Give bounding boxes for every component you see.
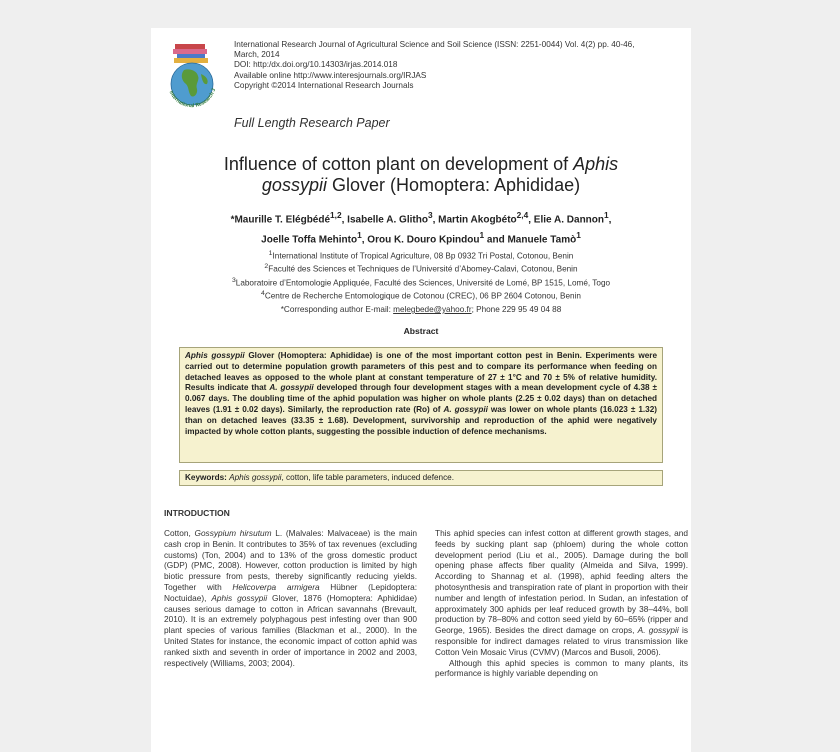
affiliation-list bbox=[171, 249, 671, 302]
available-online-line: Available online http://www.interesjournals.org/IRJAS bbox=[234, 70, 427, 80]
abstract-text: developed through four development stages with a mean development cycle of 4.38 ± 0.067 days. The doubling time of the aphid population was higher on whole plants (2.25 ± 0.02 days) than on detached leaves (1.91 ± 0.02 days). Similarly, the reproduction rate (Ro) of bbox=[185, 383, 657, 414]
author-name: and Manuele Tamò bbox=[484, 234, 577, 246]
author-affiliation-mark: 1 bbox=[576, 229, 581, 240]
title-text: Glover (Homoptera: Aphididae) bbox=[326, 175, 581, 195]
doi-line: DOI: http:/dx.doi.org/10.14303/irjas.2014.018 bbox=[234, 60, 398, 70]
abstract-text: was lower on whole plants (16.023 ± 1.32) than on detached leaves (33.35 ± 1.68). Development, survivorship and reproduction of the aphid were negatively impacted by whole cotton plants, suggesting the possible induction of defence mechanisms. bbox=[185, 404, 657, 436]
author-affiliation-mark: 1,2 bbox=[330, 210, 342, 220]
author-separator: , bbox=[608, 214, 612, 226]
affiliation: $^1$International Institute of Tropical Agriculture, 08 Bp 0932 Tri Postal, Cotonou, Benin bbox=[268, 250, 574, 261]
abstract-box bbox=[179, 347, 663, 463]
author-email-link[interactable]: melegbede@yahoo.fr bbox=[393, 305, 472, 314]
left-column bbox=[164, 528, 417, 668]
paragraph: Cotton, Gossypium hirsutum L. (Malvales: Malvaceae) is the main cash crop in Benin. It contributes to 35% of tax revenues (excluding customs) (Ton, 2004) and to 13% of the gross domestic product (GDP) (PMC, 2008). However, cotton production is limited by high biotic pressure from pests, thereby significantly reducing yields. Together with Helicoverpa armigera Hübner (Lepidoptera: Noctuidae), Aphis gossypii Glover, 1876 (Homoptera: Aphididae) causes serious damage to cotton in African savannahs (Brevault, 2010). It is an extremely polyphagous pest infesting over than 900 plant species of various families (Blackman et al., 2000). In the United States for instance, the economic impact of cotton aphid was ranked sixth and seventh in order of importance in 2002 and 2003, respectively (Williams, 2003; 2004). bbox=[164, 528, 418, 668]
corresponding-author bbox=[171, 305, 671, 314]
author-name: Joelle Toffa Mehinto bbox=[261, 234, 358, 246]
title-text: Influence of cotton plant on development of bbox=[223, 154, 574, 174]
author-affiliation-mark: 1 bbox=[604, 210, 609, 220]
title-species: gossypii bbox=[261, 175, 327, 195]
journal-date: March, 2014 bbox=[234, 50, 280, 60]
copyright-line: Copyright ©2014 International Research Journals bbox=[234, 80, 414, 90]
author-affiliation-mark: 1 bbox=[357, 229, 362, 240]
title-species: Aphis bbox=[573, 154, 619, 174]
introduction-heading: INTRODUCTION bbox=[164, 508, 230, 518]
author-name: , Martin Akogbéto bbox=[432, 214, 517, 226]
paper-title bbox=[171, 154, 671, 196]
affiliation: $^2$Faculté des Sciences et Techniques de l’Université d’Abomey-Calavi, Cotonou, Benin bbox=[264, 263, 578, 275]
author-affiliation-mark: 3 bbox=[427, 210, 433, 220]
author-name: *Maurille T. Elégbédé bbox=[230, 214, 331, 226]
author-name: , Isabelle A. Glitho bbox=[341, 214, 428, 226]
author-affiliation-mark: 1 bbox=[479, 229, 485, 240]
abstract-species: A. gossypii bbox=[443, 404, 488, 414]
journal-citation: International Research Journal of Agricultural Science and Soil Science (ISSN: 2251-0044) Vol. 4(2) pp. 40-46, bbox=[234, 40, 635, 49]
abstract-heading: Abstract bbox=[403, 326, 439, 336]
affiliation: $^4$Centre de Recherche Entomologique de Cotonou (CREC), 06 BP 2604 Cotonou, Benin bbox=[261, 289, 581, 301]
keyword-species: Aphis gossypii bbox=[229, 473, 282, 482]
author-list bbox=[171, 208, 671, 248]
keywords-box: Keywords: Aphis gossypii, cotton, life table parameters, induced defence. bbox=[179, 470, 663, 486]
author-name: , Orou K. Douro Kpindou bbox=[361, 234, 480, 246]
journal-logo bbox=[157, 40, 227, 120]
paper-page bbox=[151, 28, 691, 752]
affiliation: $^3$Laboratoire d’Entomologie Appliquée, Faculté des Sciences, Université de Lomé, BP 1515, Lomé, Togo bbox=[231, 276, 611, 288]
abstract-text: Glover (Homoptera: Aphididae) is one of the most important cotton pest in Benin. Experiments were carried out to determine population growth parameters of this pest and to compare its performance when feeding on detached leaves as opposed to the whole plant at constant temperature of 27 ± 1°C and 70 ± 5% of relative humidity. Results indicate that bbox=[185, 351, 657, 393]
author-phone: ; Phone 229 95 49 04 88 bbox=[471, 305, 562, 314]
keywords-label: Keywords bbox=[185, 473, 225, 482]
keywords-text: , cotton, life table parameters, induced defence. bbox=[281, 473, 454, 482]
corresponding-label: *Corresponding author E-mail: bbox=[280, 305, 394, 314]
abstract-species: A. gossypii bbox=[269, 383, 314, 393]
svg-text:International Research Journal: International Research J bbox=[167, 87, 218, 110]
abstract-species: Aphis gossypii bbox=[185, 351, 245, 360]
paragraph: Although this aphid species is common to many plants, its performance is highly variable depending on bbox=[435, 657, 688, 679]
paragraph: This aphid species can infest cotton at different growth stages, and feeds by sucking plant sap (phloem) during the whole cotton development period (Liu et al., 2005). Damage during the boll opening phase affects fiber quality (Almeida and Silva, 1999). According to Shannag et al. (1998), aphid feeding alters the photosynthesis and transpiration rate of plant in proportion with their number and length of infestation period. In Sudan, an infestation of approximately 300 aphids per leaf reduced growth by 38–44%, boll production by 78–80% and cotton seed yield by 60–65% (ripper and George, 1965). Besides the direct damage on crops, A. gossypii is responsible for indirect damages related to virus transmission like Cotton Vein Mosaic Virus (CVMV) (Marcos and Busoli, 2006). bbox=[435, 528, 688, 657]
journal-header bbox=[234, 40, 686, 91]
paper-type: Full Length Research Paper bbox=[234, 116, 390, 130]
author-name: , Elie A. Dannon bbox=[528, 214, 604, 226]
right-column bbox=[435, 528, 688, 679]
author-affiliation-mark: 2,4 bbox=[516, 210, 529, 220]
